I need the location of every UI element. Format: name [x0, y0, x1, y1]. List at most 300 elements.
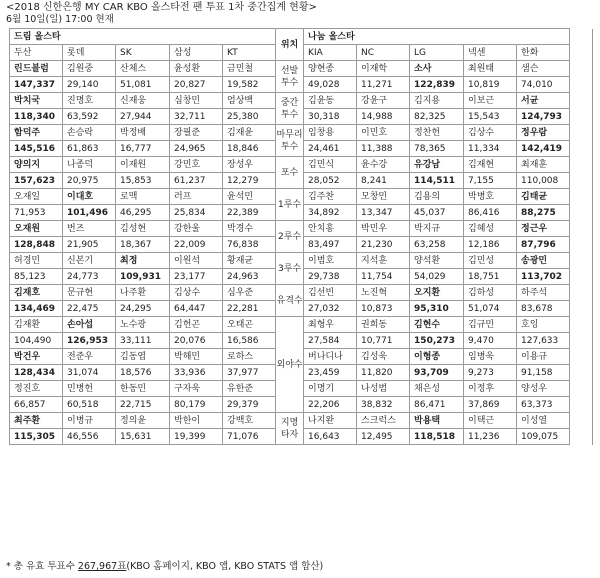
dream-vote-count: 46,295 — [116, 205, 170, 221]
nanum-team-header: LG — [410, 45, 464, 61]
dream-player-name: 박건우 — [10, 349, 63, 365]
dream-vote-count: 24,963 — [223, 269, 276, 285]
dream-player-name: 이병규 — [63, 413, 116, 429]
dream-vote-count: 145,516 — [10, 141, 63, 157]
nanum-player-name: 김선빈 — [304, 285, 357, 301]
spacer-cell — [570, 77, 593, 93]
nanum-vote-count: 21,230 — [357, 237, 410, 253]
dream-vote-count: 25,380 — [223, 109, 276, 125]
nanum-player-name: 윤수강 — [357, 157, 410, 173]
dream-vote-count: 157,623 — [10, 173, 63, 189]
nanum-vote-count: 22,206 — [304, 397, 357, 413]
page-title: <2018 신한은행 MY CAR KBO 올스타전 팬 투표 1차 중간집계 현황> — [6, 2, 317, 13]
position-label: 2루수 — [276, 221, 304, 253]
nanum-vote-count: 127,633 — [517, 333, 570, 349]
dream-vote-count: 126,953 — [63, 333, 116, 349]
nanum-vote-count: 11,820 — [357, 365, 410, 381]
dream-player-name: 강민호 — [170, 157, 223, 173]
player-name-row — [10, 221, 593, 237]
dream-vote-count: 46,556 — [63, 429, 116, 445]
dream-vote-count: 24,295 — [116, 301, 170, 317]
dream-player-name: 러프 — [170, 189, 223, 205]
nanum-vote-count: 63,258 — [410, 237, 464, 253]
dream-player-name: 정진호 — [10, 381, 63, 397]
player-name-row — [10, 93, 593, 109]
player-name-row — [10, 285, 593, 301]
nanum-player-name: 이재학 — [357, 61, 410, 77]
nanum-player-name: 김민식 — [304, 157, 357, 173]
footnote-prefix: * 총 유효 투표수 — [6, 561, 78, 572]
dream-vote-count: 71,953 — [10, 205, 63, 221]
footnote — [6, 561, 323, 573]
dream-vote-count: 18,846 — [223, 141, 276, 157]
dream-vote-count: 104,490 — [10, 333, 63, 349]
nanum-player-name: 모창민 — [357, 189, 410, 205]
dream-vote-count: 19,399 — [170, 429, 223, 445]
nanum-player-name: 이민호 — [357, 125, 410, 141]
nanum-player-name: 이범호 — [304, 253, 357, 269]
dream-player-name: 최정 — [116, 253, 170, 269]
nanum-player-name: 이보근 — [464, 93, 517, 109]
nanum-vote-count: 91,158 — [517, 365, 570, 381]
nanum-player-name: 유강남 — [410, 157, 464, 173]
player-name-row — [10, 157, 593, 173]
nanum-player-name: 샘슨 — [517, 61, 570, 77]
nanum-player-name: 송광민 — [517, 253, 570, 269]
dream-player-name: 신재웅 — [116, 93, 170, 109]
nanum-vote-count: 113,702 — [517, 269, 570, 285]
dream-player-name: 박경수 — [223, 221, 276, 237]
dream-player-name: 장성우 — [223, 157, 276, 173]
nanum-vote-count: 54,029 — [410, 269, 464, 285]
dream-vote-count: 20,975 — [63, 173, 116, 189]
position-label: 중간 투수 — [276, 93, 304, 125]
spacer-cell — [570, 141, 593, 157]
dream-vote-count: 15,631 — [116, 429, 170, 445]
dream-player-name: 오재원 — [10, 221, 63, 237]
dream-vote-count: 66,857 — [10, 397, 63, 413]
dream-vote-count: 22,009 — [170, 237, 223, 253]
nanum-vote-count: 7,155 — [464, 173, 517, 189]
nanum-vote-count: 86,471 — [410, 397, 464, 413]
dream-player-name: 나주환 — [116, 285, 170, 301]
dream-player-name: 한동민 — [116, 381, 170, 397]
dream-player-name: 엄상백 — [223, 93, 276, 109]
nanum-player-name: 나성범 — [357, 381, 410, 397]
dream-vote-count: 128,434 — [10, 365, 63, 381]
position-label: 선발 투수 — [276, 61, 304, 93]
nanum-player-name: 박병호 — [464, 189, 517, 205]
dream-vote-count: 27,944 — [116, 109, 170, 125]
spacer-cell — [570, 61, 593, 77]
nanum-vote-count: 9,273 — [464, 365, 517, 381]
dream-team-header: 삼성 — [170, 45, 223, 61]
nanum-team-header: 한화 — [517, 45, 570, 61]
nanum-vote-count: 16,643 — [304, 429, 357, 445]
nanum-vote-count: 95,310 — [410, 301, 464, 317]
spacer-cell — [570, 301, 593, 317]
player-name-row — [10, 61, 593, 77]
nanum-vote-count: 27,584 — [304, 333, 357, 349]
dream-vote-count: 21,905 — [63, 237, 116, 253]
nanum-player-name: 지석훈 — [357, 253, 410, 269]
spacer-cell — [570, 189, 593, 205]
nanum-player-name: 이용규 — [517, 349, 570, 365]
nanum-player-name: 하주석 — [517, 285, 570, 301]
nanum-player-name: 소사 — [410, 61, 464, 77]
nanum-vote-count: 12,186 — [464, 237, 517, 253]
dream-player-name: 윤성환 — [170, 61, 223, 77]
nanum-vote-count: 28,052 — [304, 173, 357, 189]
nanum-vote-count: 8,241 — [357, 173, 410, 189]
spacer-cell — [570, 125, 593, 141]
spacer-cell — [570, 317, 593, 333]
nanum-vote-count: 49,028 — [304, 77, 357, 93]
nanum-vote-count: 11,334 — [464, 141, 517, 157]
dream-vote-count: 71,076 — [223, 429, 276, 445]
nanum-vote-count: 88,275 — [517, 205, 570, 221]
dream-player-name: 심우준 — [223, 285, 276, 301]
dream-vote-count: 24,965 — [170, 141, 223, 157]
total-votes: 267,967표 — [77, 561, 127, 572]
dream-vote-count: 16,586 — [223, 333, 276, 349]
nanum-player-name: 정근우 — [517, 221, 570, 237]
nanum-vote-count: 110,008 — [517, 173, 570, 189]
spacer-cell — [570, 269, 593, 285]
nanum-vote-count: 10,771 — [357, 333, 410, 349]
spacer-cell — [570, 397, 593, 413]
dream-vote-count: 134,469 — [10, 301, 63, 317]
nanum-vote-count: 27,032 — [304, 301, 357, 317]
nanum-player-name: 이명기 — [304, 381, 357, 397]
nanum-player-name: 스크럭스 — [357, 413, 410, 429]
dream-vote-count: 15,853 — [116, 173, 170, 189]
dream-vote-count: 109,931 — [116, 269, 170, 285]
nanum-player-name: 김현수 — [410, 317, 464, 333]
nanum-player-name: 김성욱 — [357, 349, 410, 365]
dream-player-name: 황재균 — [223, 253, 276, 269]
nanum-player-name: 안치홍 — [304, 221, 357, 237]
nanum-vote-count: 51,074 — [464, 301, 517, 317]
dream-vote-count: 80,179 — [170, 397, 223, 413]
dream-player-name: 김재호 — [10, 285, 63, 301]
dream-vote-count: 33,111 — [116, 333, 170, 349]
dream-allstar-label: 드림 올스타 — [10, 29, 276, 45]
dream-player-name: 이대호 — [63, 189, 116, 205]
nanum-player-name: 나지완 — [304, 413, 357, 429]
dream-vote-count: 64,447 — [170, 301, 223, 317]
nanum-player-name: 김하성 — [464, 285, 517, 301]
player-name-row — [10, 125, 593, 141]
dream-vote-count: 128,848 — [10, 237, 63, 253]
spacer-cell — [570, 253, 593, 269]
dream-player-name: 김헌곤 — [170, 317, 223, 333]
nanum-vote-count: 37,869 — [464, 397, 517, 413]
dream-vote-count: 51,081 — [116, 77, 170, 93]
position-header: 위치 — [276, 29, 304, 61]
spacer-cell — [570, 29, 593, 45]
dream-vote-count: 22,715 — [116, 397, 170, 413]
position-label: 마무리 투수 — [276, 125, 304, 157]
position-label: 지명 타자 — [276, 413, 304, 445]
dream-player-name: 강백호 — [223, 413, 276, 429]
nanum-vote-count: 11,271 — [357, 77, 410, 93]
dream-vote-count: 16,777 — [116, 141, 170, 157]
position-label: 포수 — [276, 157, 304, 189]
dream-vote-count: 22,281 — [223, 301, 276, 317]
nanum-player-name: 최형우 — [304, 317, 357, 333]
spacer-cell — [570, 237, 593, 253]
dream-player-name: 금민철 — [223, 61, 276, 77]
nanum-vote-count: 45,037 — [410, 205, 464, 221]
dream-player-name: 유한준 — [223, 381, 276, 397]
dream-vote-count: 63,592 — [63, 109, 116, 125]
nanum-vote-count: 83,678 — [517, 301, 570, 317]
nanum-vote-count: 23,459 — [304, 365, 357, 381]
dream-vote-count: 24,773 — [63, 269, 116, 285]
nanum-vote-count: 10,873 — [357, 301, 410, 317]
nanum-vote-count: 29,738 — [304, 269, 357, 285]
spacer-cell — [570, 349, 593, 365]
nanum-player-name: 이성열 — [517, 413, 570, 429]
nanum-vote-count: 15,543 — [464, 109, 517, 125]
player-name-row — [10, 189, 593, 205]
dream-vote-count: 31,074 — [63, 365, 116, 381]
nanum-player-name: 이정후 — [464, 381, 517, 397]
spacer-cell — [570, 173, 593, 189]
nanum-vote-count: 12,495 — [357, 429, 410, 445]
nanum-vote-count: 14,988 — [357, 109, 410, 125]
spacer-cell — [570, 333, 593, 349]
dream-vote-count: 22,389 — [223, 205, 276, 221]
nanum-vote-count: 150,273 — [410, 333, 464, 349]
nanum-vote-count: 122,839 — [410, 77, 464, 93]
nanum-player-name: 김지용 — [410, 93, 464, 109]
nanum-vote-count: 11,236 — [464, 429, 517, 445]
dream-vote-count: 118,340 — [10, 109, 63, 125]
nanum-player-name: 김주찬 — [304, 189, 357, 205]
dream-player-name: 로하스 — [223, 349, 276, 365]
nanum-player-name: 김규민 — [464, 317, 517, 333]
nanum-player-name: 박지규 — [410, 221, 464, 237]
dream-player-name: 양의지 — [10, 157, 63, 173]
dream-vote-count: 22,475 — [63, 301, 116, 317]
nanum-vote-count: 74,010 — [517, 77, 570, 93]
nanum-player-name: 정찬헌 — [410, 125, 464, 141]
position-label: 1루수 — [276, 189, 304, 221]
dream-team-header: 롯데 — [63, 45, 116, 61]
nanum-player-name: 호잉 — [517, 317, 570, 333]
nanum-player-name: 임병욱 — [464, 349, 517, 365]
dream-player-name: 린드블럼 — [10, 61, 63, 77]
player-name-row — [10, 317, 593, 333]
dream-player-name: 노수광 — [116, 317, 170, 333]
nanum-player-name: 양성우 — [517, 381, 570, 397]
dream-team-header: 두산 — [10, 45, 63, 61]
dream-vote-count: 61,863 — [63, 141, 116, 157]
spacer-cell — [570, 205, 593, 221]
dream-player-name: 구자욱 — [170, 381, 223, 397]
nanum-player-name: 서균 — [517, 93, 570, 109]
dream-player-name: 김상수 — [170, 285, 223, 301]
footnote-suffix: (KBO 홈페이지, KBO 앱, KBO STATS 앱 합산) — [126, 561, 324, 572]
spacer-cell — [570, 109, 593, 125]
dream-player-name: 최주환 — [10, 413, 63, 429]
nanum-vote-count: 82,325 — [410, 109, 464, 125]
nanum-vote-count: 86,416 — [464, 205, 517, 221]
dream-player-name: 번즈 — [63, 221, 116, 237]
nanum-player-name: 임창용 — [304, 125, 357, 141]
nanum-vote-count: 24,461 — [304, 141, 357, 157]
dream-player-name: 손승락 — [63, 125, 116, 141]
nanum-team-header: 넥센 — [464, 45, 517, 61]
position-label: 유격수 — [276, 285, 304, 317]
dream-player-name: 김재환 — [10, 317, 63, 333]
nanum-player-name: 김태균 — [517, 189, 570, 205]
spacer-cell — [570, 365, 593, 381]
dream-vote-count: 29,379 — [223, 397, 276, 413]
dream-player-name: 오태곤 — [223, 317, 276, 333]
nanum-player-name: 이형종 — [410, 349, 464, 365]
nanum-player-name: 오지환 — [410, 285, 464, 301]
spacer-cell — [570, 285, 593, 301]
nanum-vote-count: 93,709 — [410, 365, 464, 381]
nanum-vote-count: 38,832 — [357, 397, 410, 413]
nanum-player-name: 이택근 — [464, 413, 517, 429]
nanum-vote-count: 109,075 — [517, 429, 570, 445]
dream-vote-count: 33,936 — [170, 365, 223, 381]
dream-player-name: 로맥 — [116, 189, 170, 205]
dream-player-name: 윤석민 — [223, 189, 276, 205]
dream-player-name: 박치국 — [10, 93, 63, 109]
dream-vote-count: 19,582 — [223, 77, 276, 93]
dream-vote-count: 29,140 — [63, 77, 116, 93]
spacer-cell — [570, 221, 593, 237]
dream-team-header: SK — [116, 45, 170, 61]
nanum-player-name: 양석환 — [410, 253, 464, 269]
nanum-player-name: 김민성 — [464, 253, 517, 269]
nanum-player-name: 김재현 — [464, 157, 517, 173]
spacer-cell — [570, 93, 593, 109]
nanum-allstar-label: 나눔 올스타 — [304, 29, 570, 45]
nanum-player-name: 김용의 — [410, 189, 464, 205]
spacer-cell — [570, 381, 593, 397]
dream-vote-count: 60,518 — [63, 397, 116, 413]
nanum-vote-count: 34,892 — [304, 205, 357, 221]
dream-team-header: KT — [223, 45, 276, 61]
position-label: 외야수 — [276, 317, 304, 413]
dream-player-name: 함덕주 — [10, 125, 63, 141]
as-of-date: 6월 10일(일) 17:00 현재 — [6, 14, 114, 25]
dream-vote-count: 12,279 — [223, 173, 276, 189]
dream-player-name: 이재원 — [116, 157, 170, 173]
dream-player-name: 심창민 — [170, 93, 223, 109]
position-label: 3루수 — [276, 253, 304, 285]
nanum-vote-count: 63,373 — [517, 397, 570, 413]
dream-player-name: 장필준 — [170, 125, 223, 141]
dream-player-name: 문규현 — [63, 285, 116, 301]
dream-vote-count: 115,305 — [10, 429, 63, 445]
nanum-vote-count: 87,796 — [517, 237, 570, 253]
dream-player-name: 신본기 — [63, 253, 116, 269]
nanum-player-name: 최원태 — [464, 61, 517, 77]
nanum-vote-count: 83,497 — [304, 237, 357, 253]
dream-player-name: 김원중 — [63, 61, 116, 77]
nanum-player-name: 노진혁 — [357, 285, 410, 301]
nanum-vote-count: 30,318 — [304, 109, 357, 125]
dream-player-name: 손아섭 — [63, 317, 116, 333]
dream-vote-count: 20,076 — [170, 333, 223, 349]
dream-vote-count: 147,337 — [10, 77, 63, 93]
dream-vote-count: 61,237 — [170, 173, 223, 189]
dream-vote-count: 18,576 — [116, 365, 170, 381]
player-name-row — [10, 413, 593, 429]
dream-player-name: 나종덕 — [63, 157, 116, 173]
nanum-team-header: NC — [357, 45, 410, 61]
dream-player-name: 오재일 — [10, 189, 63, 205]
dream-player-name: 산체스 — [116, 61, 170, 77]
dream-player-name: 김성현 — [116, 221, 170, 237]
dream-player-name: 박해민 — [170, 349, 223, 365]
nanum-player-name: 버나디나 — [304, 349, 357, 365]
nanum-vote-count: 124,793 — [517, 109, 570, 125]
spacer-cell — [570, 45, 593, 61]
dream-player-name: 강한울 — [170, 221, 223, 237]
nanum-player-name: 양현종 — [304, 61, 357, 77]
spacer-cell — [570, 413, 593, 429]
dream-vote-count: 25,834 — [170, 205, 223, 221]
nanum-player-name: 강윤구 — [357, 93, 410, 109]
dream-vote-count: 18,367 — [116, 237, 170, 253]
nanum-vote-count: 78,365 — [410, 141, 464, 157]
nanum-vote-count: 114,511 — [410, 173, 464, 189]
nanum-vote-count: 11,388 — [357, 141, 410, 157]
nanum-player-name: 권희동 — [357, 317, 410, 333]
nanum-player-name: 박민우 — [357, 221, 410, 237]
spacer-cell — [570, 157, 593, 173]
player-name-row — [10, 253, 593, 269]
dream-vote-count: 85,123 — [10, 269, 63, 285]
nanum-vote-count: 118,518 — [410, 429, 464, 445]
dream-player-name: 허경민 — [10, 253, 63, 269]
dream-player-name: 전준우 — [63, 349, 116, 365]
nanum-vote-count: 13,347 — [357, 205, 410, 221]
dream-player-name: 정의윤 — [116, 413, 170, 429]
spacer-cell — [570, 429, 593, 445]
nanum-vote-count: 18,751 — [464, 269, 517, 285]
dream-player-name: 이원석 — [170, 253, 223, 269]
dream-vote-count: 23,177 — [170, 269, 223, 285]
dream-vote-count: 76,838 — [223, 237, 276, 253]
vote-table — [9, 28, 593, 445]
dream-player-name: 박정배 — [116, 125, 170, 141]
dream-player-name: 진명호 — [63, 93, 116, 109]
dream-vote-count: 101,496 — [63, 205, 116, 221]
nanum-player-name: 최재훈 — [517, 157, 570, 173]
nanum-player-name: 김윤동 — [304, 93, 357, 109]
nanum-player-name: 김상수 — [464, 125, 517, 141]
dream-player-name: 박한이 — [170, 413, 223, 429]
dream-vote-count: 32,711 — [170, 109, 223, 125]
dream-player-name: 김동엽 — [116, 349, 170, 365]
group-header-row — [10, 29, 593, 45]
dream-player-name: 민병헌 — [63, 381, 116, 397]
nanum-player-name: 박용택 — [410, 413, 464, 429]
nanum-vote-count: 142,419 — [517, 141, 570, 157]
dream-vote-count: 37,977 — [223, 365, 276, 381]
nanum-player-name: 채은성 — [410, 381, 464, 397]
nanum-team-header: KIA — [304, 45, 357, 61]
